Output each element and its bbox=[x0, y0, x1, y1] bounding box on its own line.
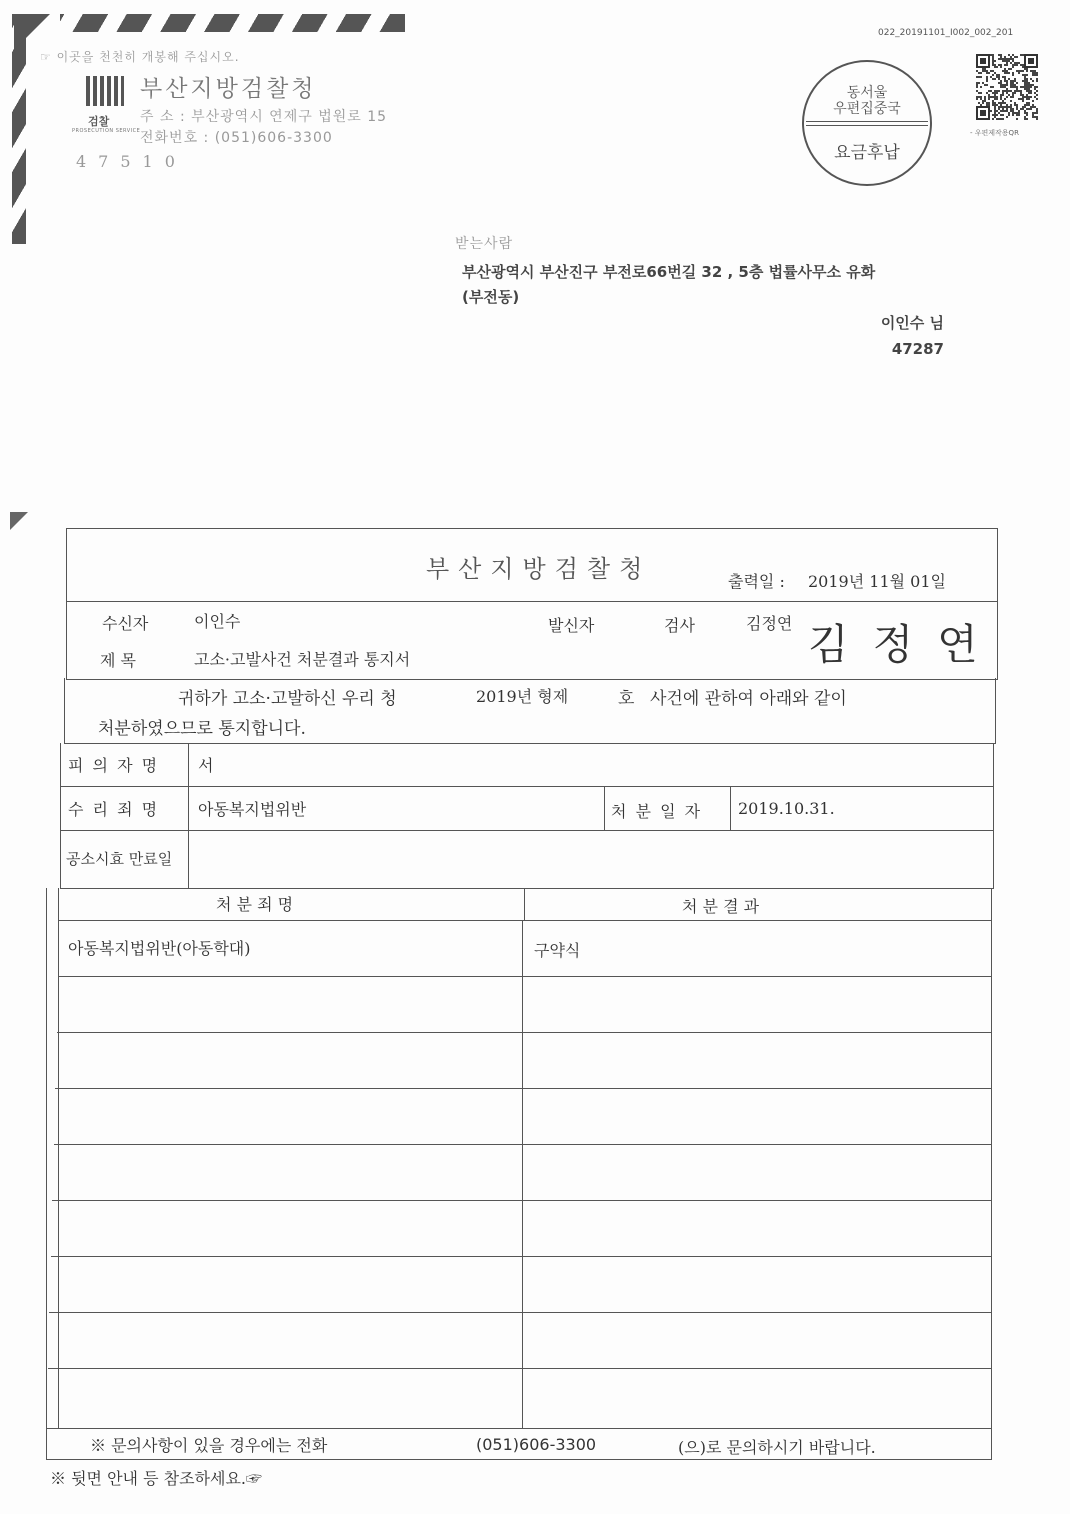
corner-triangle bbox=[14, 14, 50, 50]
postage-stamp bbox=[802, 60, 932, 186]
table-row-result: 구약식 bbox=[534, 941, 581, 960]
open-instruction: ☞ 이곳을 천천히 개봉해 주십시오. bbox=[40, 50, 240, 64]
body-text-part2: 사건에 관하여 아래와 같이 bbox=[650, 689, 847, 709]
row-divider bbox=[60, 786, 994, 787]
col1-header: 처 분 죄 명 bbox=[216, 895, 294, 914]
stamp-postage-paid: 요금후납 bbox=[834, 143, 900, 163]
col-divider bbox=[188, 743, 189, 889]
subject-label: 제 목 bbox=[100, 651, 136, 670]
row-divider bbox=[49, 1312, 992, 1313]
col-divider bbox=[604, 786, 605, 830]
notice-title: 부산지방검찰청 bbox=[426, 555, 652, 583]
col-divider bbox=[522, 920, 523, 1428]
prosecutor-signature: 김정연 bbox=[808, 620, 1002, 669]
row-divider bbox=[48, 1368, 993, 1369]
col-divider bbox=[524, 888, 525, 920]
row-divider bbox=[60, 830, 994, 831]
qr-caption: - 우편제작용QR bbox=[970, 129, 1019, 137]
charge-label: 수 리 죄 명 bbox=[68, 800, 160, 819]
sender-name: 부산지방검찰청 bbox=[140, 76, 317, 102]
footer-divider bbox=[46, 1428, 992, 1429]
fold-marker bbox=[10, 512, 28, 530]
footer-phone: (051)606-3300 bbox=[476, 1435, 597, 1454]
qr-code-icon bbox=[976, 54, 1038, 120]
footer-text-part2: (으)로 문의하시기 바랍니다. bbox=[678, 1438, 876, 1457]
charge-value: 아동복지법위반 bbox=[198, 800, 307, 819]
body-case-number: 2019년 형제 bbox=[476, 687, 569, 706]
footer-text-part1: ※ 문의사항이 있을 경우에는 전화 bbox=[90, 1436, 328, 1455]
logo-subtext: PROSECUTION SERVICE bbox=[72, 128, 141, 134]
table-row-charge: 아동복지법위반(아동학대) bbox=[68, 939, 251, 958]
envelope-stripe-top bbox=[60, 14, 405, 32]
from-label: 발신자 bbox=[548, 616, 595, 635]
row-divider bbox=[57, 1032, 993, 1033]
sender-address: 주 소 : 부산광역시 연제구 법원로 15 bbox=[140, 109, 388, 125]
header-divider bbox=[66, 601, 998, 602]
disposal-date-value: 2019.10.31. bbox=[738, 799, 835, 818]
recipient-name: 이인수 님 bbox=[880, 314, 944, 332]
document-id: 022_20191101_I002_002_201 bbox=[878, 28, 1014, 38]
recipient-zip: 47287 bbox=[891, 340, 944, 358]
from-role: 검사 bbox=[664, 616, 695, 635]
recipient-address: 부산광역시 부산진구 부전로66번길 32 , 5층 법률사무소 유화 bbox=[462, 263, 876, 281]
from-name: 김정연 bbox=[746, 614, 793, 633]
body-text-line2: 처분하였으므로 통지합니다. bbox=[98, 719, 306, 739]
stamp-office: 동서울 bbox=[846, 85, 888, 101]
sender-zip: 47510 bbox=[76, 152, 187, 171]
subject-value: 고소·고발사건 처분결과 통지서 bbox=[194, 650, 411, 669]
stamp-center: 우편집중국 bbox=[833, 101, 901, 117]
disposal-date-label: 처 분 일 자 bbox=[611, 802, 703, 821]
to-value: 이인수 bbox=[194, 612, 241, 631]
sender-phone: 전화번호 : (051)606-3300 bbox=[140, 130, 333, 146]
print-date: 2019년 11월 01일 bbox=[808, 572, 946, 591]
col2-header: 처 분 결 과 bbox=[682, 897, 760, 916]
stamp-divider bbox=[806, 121, 928, 122]
row-divider bbox=[55, 1088, 992, 1089]
prosecution-logo-icon bbox=[86, 76, 124, 106]
body-text-part1: 귀하가 고소·고발하신 우리 청 bbox=[178, 689, 397, 709]
recipient-address-line2: (부전동) bbox=[462, 288, 520, 306]
left-border-inner bbox=[58, 888, 59, 1428]
suspect-label: 피 의 자 명 bbox=[68, 756, 160, 775]
stamp-divider bbox=[806, 125, 928, 126]
recipient-label: 받는사람 bbox=[455, 236, 514, 252]
col-divider bbox=[730, 786, 731, 830]
suspect-value: 서 bbox=[198, 756, 214, 775]
disposal-table bbox=[46, 888, 992, 1460]
row-divider bbox=[58, 976, 992, 977]
row-divider bbox=[58, 920, 992, 921]
print-date-label: 출력일 : bbox=[728, 572, 785, 591]
to-label: 수신자 bbox=[102, 614, 149, 633]
body-ho: 호 bbox=[618, 689, 635, 709]
limitation-label: 공소시효 만료일 bbox=[66, 850, 173, 868]
logo-text: 검찰 bbox=[88, 115, 110, 128]
back-side-note: ※ 뒷면 안내 등 참조하세요.☞ bbox=[50, 1469, 262, 1488]
